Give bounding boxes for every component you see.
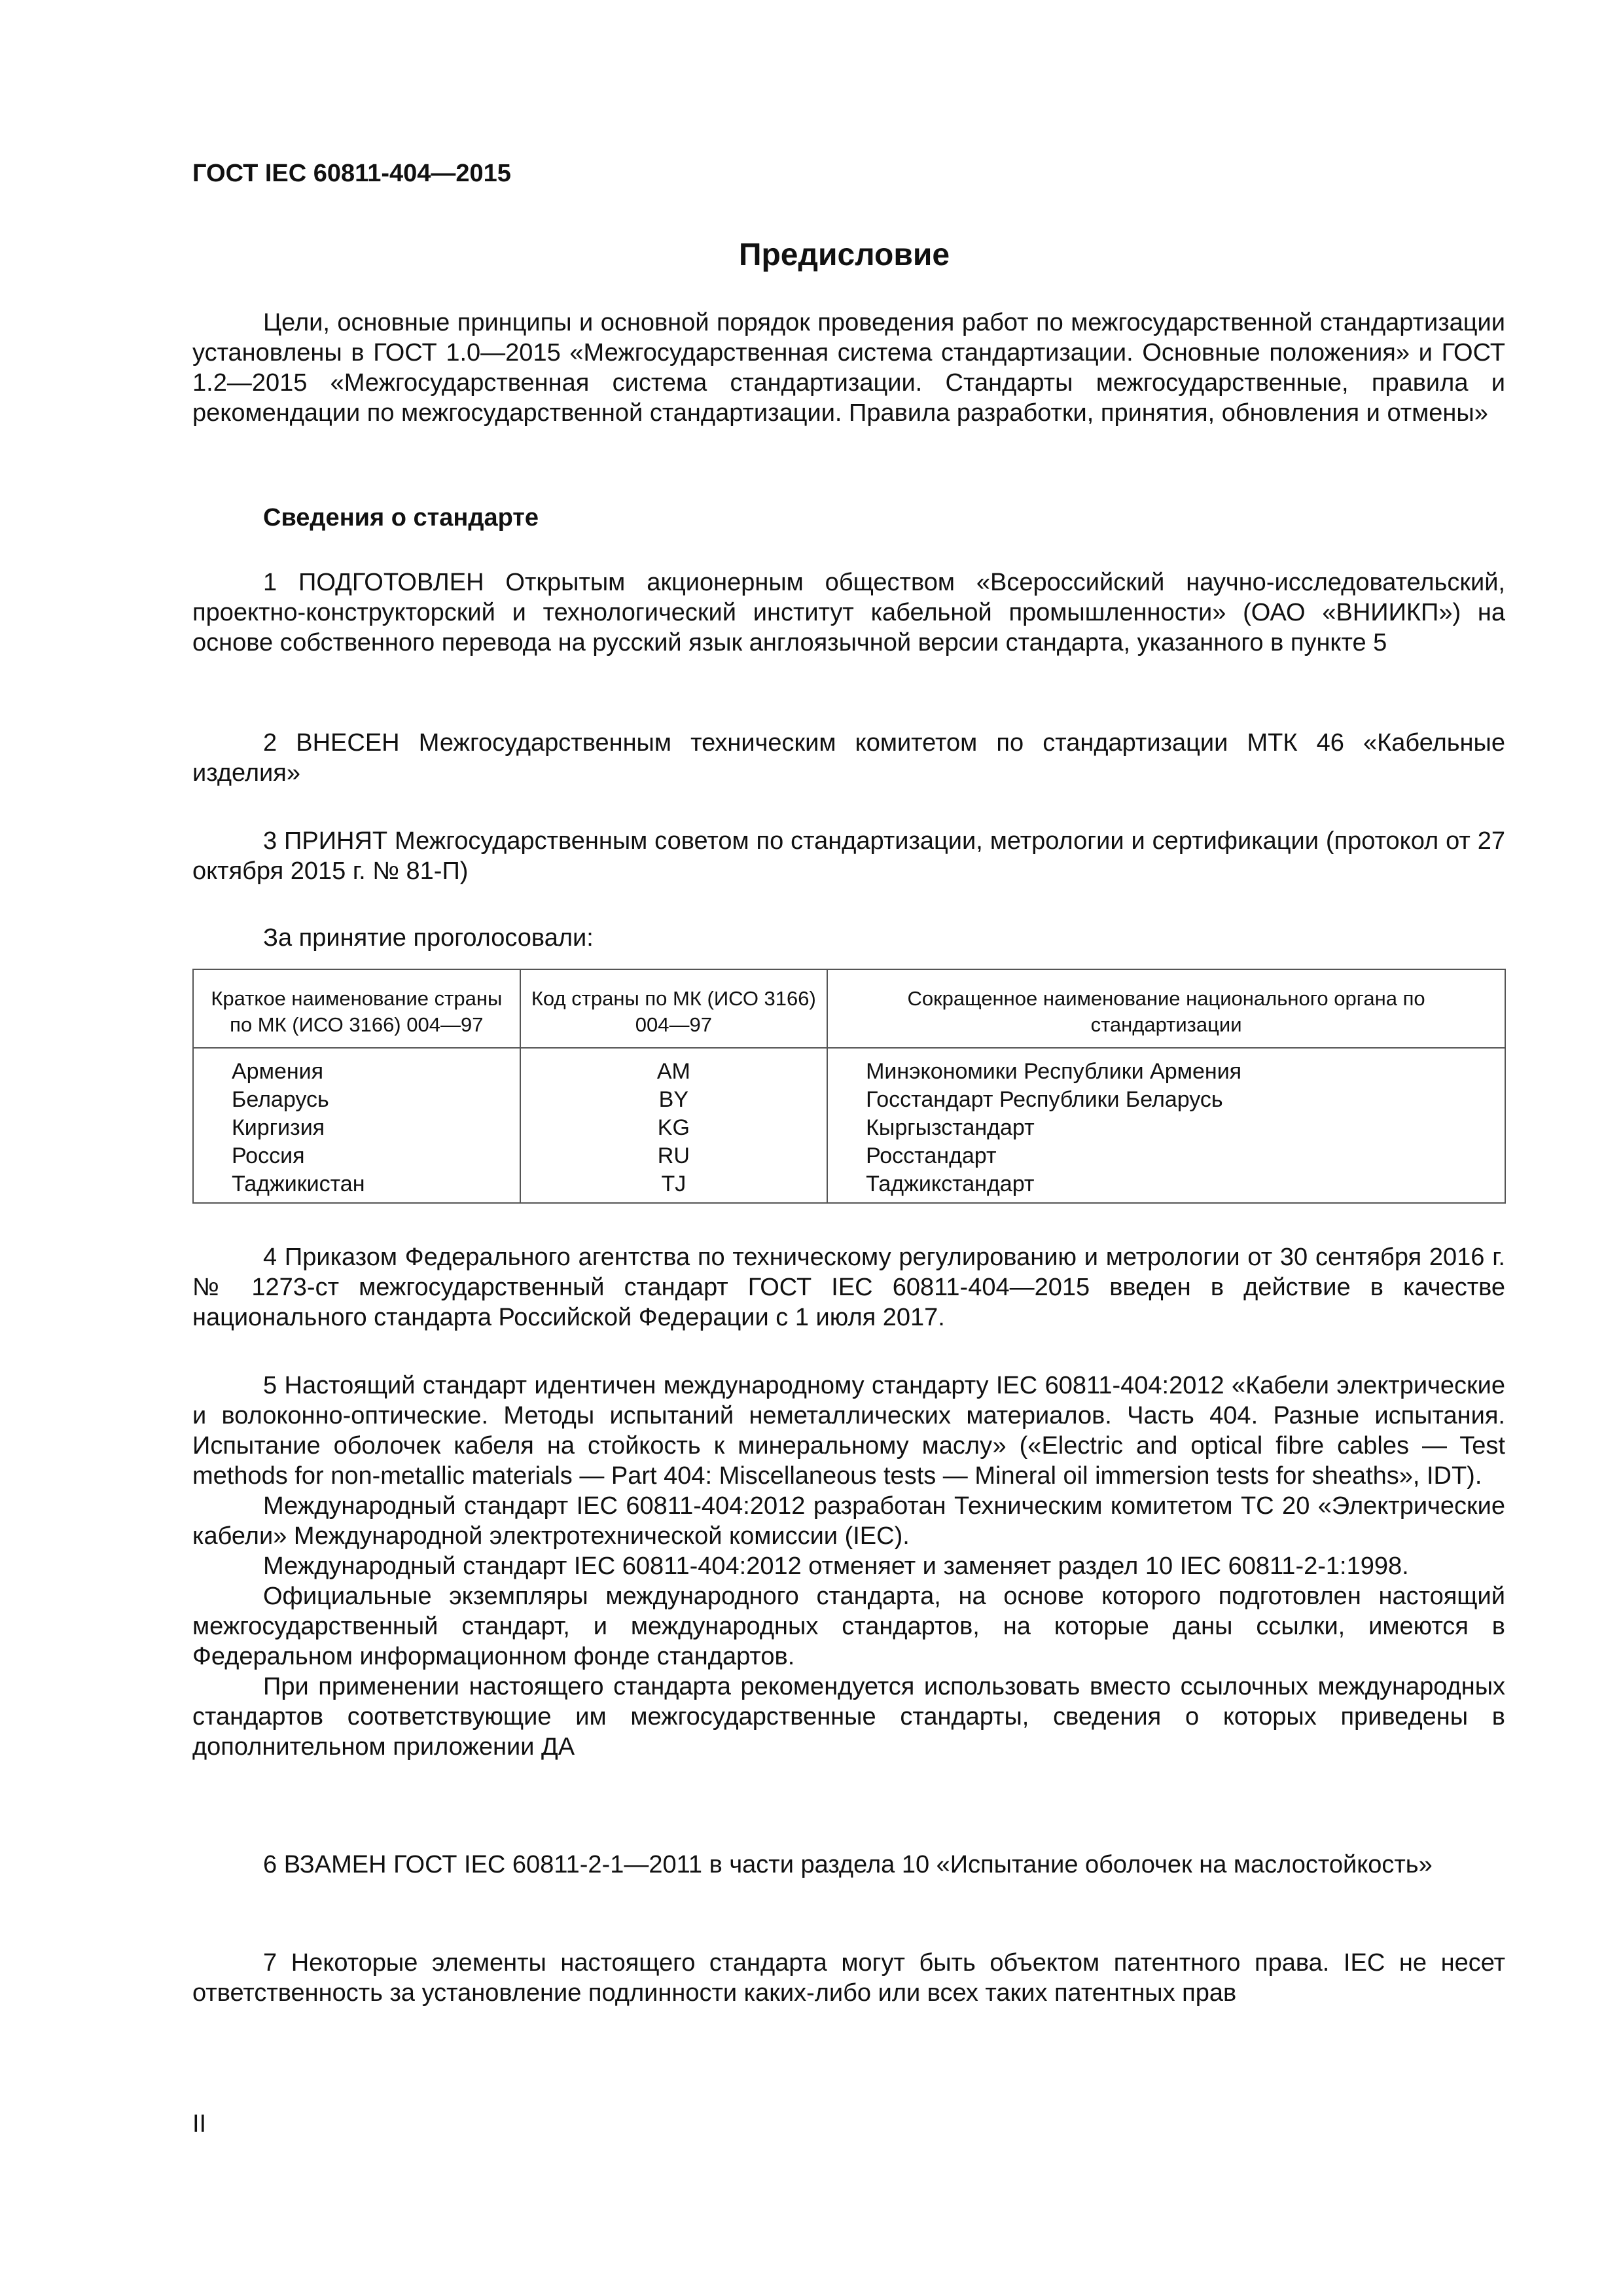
table-row xyxy=(193,1114,1505,1142)
item-4-paragraph: 4 Приказом Федерального агентства по техническому регулированию и метрологии от 30 сентября 2016 г. № 1273-ст межгосударственный стандарт ГОСТ IEC 60811-404—2015 введен в действие в качестве национального стандарта Российской Федерации с 1 июля 2017. xyxy=(192,1244,1505,1331)
intro-paragraph: Цели, основные принципы и основной порядок проведения работ по межгосударственной стандартизации установлены в ГОСТ 1.0—2015 «Межгосударственная система стандартизации. Основные положения» и ГОСТ 1.2—2015 «Межгосударственная система стандартизации. Стандарты межгосударственные, правила и рекомендации по межгосударственной стандартизации. Правила разработки, принятия, обновления и отмены» xyxy=(192,309,1505,427)
item-3-block xyxy=(192,826,1505,886)
country-code: KG xyxy=(520,1114,827,1142)
agency-name: Росстандарт xyxy=(827,1142,1505,1170)
section-heading: Сведения о стандарте xyxy=(263,504,539,531)
item-5-paragraph: 5 Настоящий стандарт идентичен международному стандарту IEC 60811-404:2012 «Кабели электрические и волоконно-оптические. Методы испытаний неметаллических материалов. Часть 404. Разные испытания. Испытание оболочек кабеля на стойкость к минеральному маслу» («Electric and optical fibre cables — Test methods for non-metallic materials — Part 404: Miscellaneous tests — Mineral oil immersion tests for sheaths», IDT). xyxy=(192,1372,1505,1490)
column-header-agency: Сокращенное наименование национального органа по стандартизации xyxy=(827,969,1505,1048)
vote-caption: За принятие проголосовали: xyxy=(263,924,594,952)
item-2-block xyxy=(192,728,1505,788)
column-header-country: Краткое наименование страны по МК (ИСО 3166) 004—97 xyxy=(193,969,520,1048)
item-2-paragraph: 2 ВНЕСЕН Межгосударственным техническим комитетом по стандартизации МТК 46 «Кабельные изделия» xyxy=(192,729,1505,787)
country-name: Армения xyxy=(193,1048,520,1086)
table-row xyxy=(193,1048,1505,1086)
item-5-paragraph: Международный стандарт IEC 60811-404:2012 разработан Техническим комитетом ТС 20 «Электрические кабели» Международной электротехнической комиссии (IEC). xyxy=(192,1492,1505,1550)
item-7-paragraph: 7 Некоторые элементы настоящего стандарта могут быть объектом патентного права. IEC не несет ответственность за установление подлинности каких-либо или всех таких патентных прав xyxy=(192,1949,1505,2007)
country-code: RU xyxy=(520,1142,827,1170)
item-5-paragraph: При применении настоящего стандарта рекомендуется использовать вместо ссылочных международных стандартов соответствующие им межгосударственные стандарты, сведения о которых приведены в дополнительном приложении ДА xyxy=(192,1673,1505,1761)
item-4-block xyxy=(192,1242,1505,1333)
country-name: Россия xyxy=(193,1142,520,1170)
country-name: Таджикистан xyxy=(193,1170,520,1203)
agency-name: Кыргызстандарт xyxy=(827,1114,1505,1142)
page-number: II xyxy=(192,2110,207,2138)
column-header-code: Код страны по МК (ИСО 3166) 004—97 xyxy=(520,969,827,1048)
item-7-block xyxy=(192,1948,1505,2008)
item-1-block xyxy=(192,567,1505,658)
country-name: Киргизия xyxy=(193,1114,520,1142)
item-3-paragraph: 3 ПРИНЯТ Межгосударственным советом по стандартизации, метрологии и сертификации (протокол от 27 октября 2015 г. № 81-П) xyxy=(192,827,1505,885)
country-name: Беларусь xyxy=(193,1086,520,1114)
item-6-paragraph: 6 ВЗАМЕН ГОСТ IEC 60811-2-1—2011 в части раздела 10 «Испытание оболочек на маслостойкость» xyxy=(263,1851,1433,1878)
agency-name: Минэкономики Республики Армения xyxy=(827,1048,1505,1086)
intro-paragraph-block xyxy=(192,308,1505,428)
table-row xyxy=(193,1086,1505,1114)
agency-name: Госстандарт Республики Беларусь xyxy=(827,1086,1505,1114)
document-code-header: ГОСТ IEC 60811-404—2015 xyxy=(192,160,511,187)
table-header-row xyxy=(193,969,1505,1048)
country-code: AM xyxy=(520,1048,827,1086)
country-code: TJ xyxy=(520,1170,827,1203)
table-row xyxy=(193,1170,1505,1203)
item-1-paragraph: 1 ПОДГОТОВЛЕН Открытым акционерным обществом «Всероссийский научно-исследовательский, проектно-конструкторский и технологический институт кабельной промышленности» (ОАО «ВНИИКП») на основе собственного перевода на русский язык англоязычной версии стандарта, указанного в пункте 5 xyxy=(192,569,1505,656)
item-5-paragraph: Официальные экземпляры международного стандарта, на основе которого подготовлен настоящий межгосударственный стандарт, и международных стандартов, на которые даны ссылки, имеются в Федеральном информационном фонде стандартов. xyxy=(192,1583,1505,1670)
agency-name: Таджикстандарт xyxy=(827,1170,1505,1203)
table-row xyxy=(193,1142,1505,1170)
item-5-paragraph: Международный стандарт IEC 60811-404:2012 отменяет и заменяет раздел 10 IEC 60811-2-1:1998. xyxy=(263,1552,1409,1580)
item-6-block xyxy=(192,1850,1505,1880)
voting-table xyxy=(192,969,1506,1204)
item-5-block xyxy=(192,1371,1505,1762)
country-code: BY xyxy=(520,1086,827,1114)
page-title: Предисловие xyxy=(738,238,950,272)
